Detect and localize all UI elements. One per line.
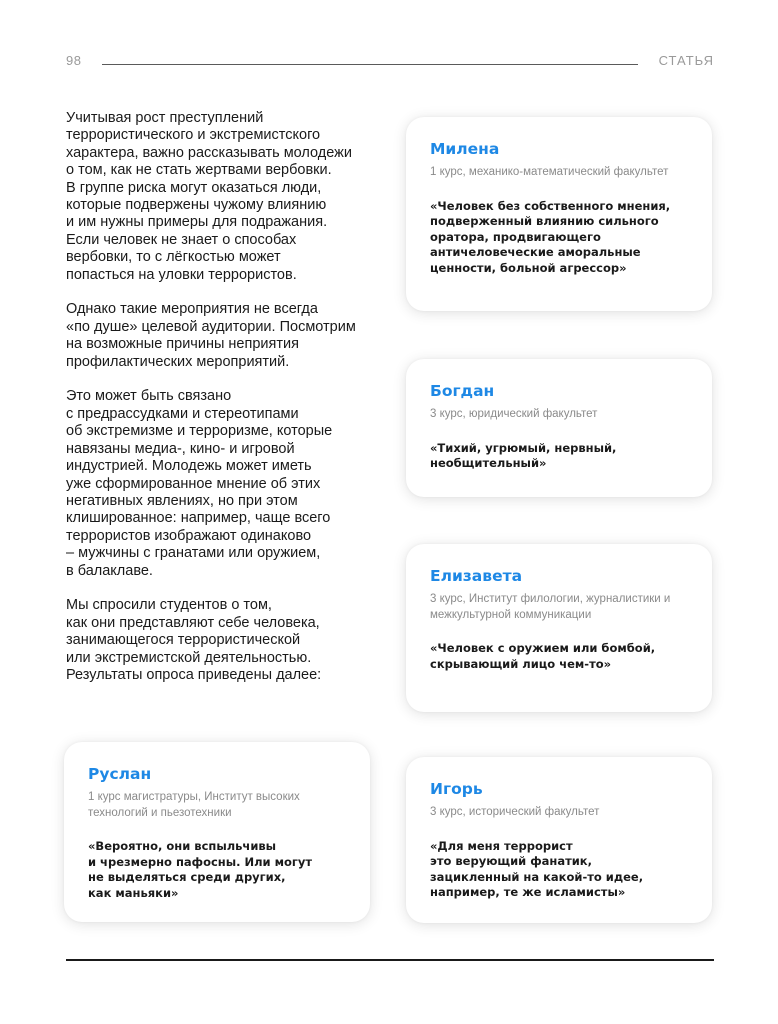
respondent-name: Милена <box>430 140 500 158</box>
respondent-quote: «Вероятно, они вспыльчивы и чрезмерно пафосны. Или могут не выделяться среди других, как маньяки» <box>88 839 313 900</box>
page-header <box>66 53 714 73</box>
respondent-info: 1 курс магистратуры, Институт высоких технологий и пьезотехники <box>88 791 300 819</box>
respondent-info: 3 курс, юридический факультет <box>430 408 598 420</box>
section-label: СТАТЬЯ <box>658 53 714 68</box>
respondent-quote: «Тихий, угрюмый, нервный, необщительный» <box>430 440 617 470</box>
page-number: 98 <box>66 53 82 68</box>
respondent-name: Елизавета <box>430 567 523 585</box>
respondent-name: Руслан <box>88 765 152 783</box>
respondent-info: 1 курс, механико-математический факультет <box>430 166 669 178</box>
respondent-info: 3 курс, Институт филологии, журналистики и межкультурной коммуникации <box>430 593 671 621</box>
quote-card-elizaveta <box>406 544 712 712</box>
respondent-quote: «Человек без собственного мнения, подверженный влиянию сильного оратора, продвигающего античеловеческие аморальные ценности, больной агрессор» <box>430 198 671 275</box>
article-paragraph: Учитывая рост преступлений террористического и экстремистского характера, важно рассказывать молодежи о том, как не стать жертвами вербовки. В группе риска могут оказаться люди, которые подвержены чужому влиянию и им нужны примеры для подражания. Если человек не знает о способах вербовки, то с лёгкостью может попасться на уловки террористов. <box>66 110 352 283</box>
respondent-quote: «Человек с оружием или бомбой, скрывающий лицо чем-то» <box>430 641 656 671</box>
quote-card-ruslan <box>64 742 370 922</box>
quote-card-igor <box>406 757 712 923</box>
respondent-info: 3 курс, исторический факультет <box>430 806 600 818</box>
respondent-name: Игорь <box>430 780 483 798</box>
article-body <box>66 110 386 702</box>
quote-card-milena <box>406 117 712 311</box>
respondent-quote: «Для меня террорист это верующий фанатик, зацикленный на какой-то идее, например, те же исламисты» <box>430 838 644 899</box>
article-paragraph: Это может быть связано с предрассудками и стереотипами об экстремизме и терроризме, которые навязаны медиа-, кино- и игровой индустрией. Молодежь может иметь уже сформированное мнение об этих негативных явлениях, но при этом клишированное: например, чаще всего террористов изображают одинаково – мужчины с гранатами или оружием, в балаклаве. <box>66 388 333 579</box>
article-paragraph: Однако такие мероприятия не всегда «по душе» целевой аудитории. Посмотрим на возможные причины неприятия профилактических мероприятий. <box>66 301 356 370</box>
header-divider <box>102 64 638 65</box>
respondent-name: Богдан <box>430 382 495 400</box>
footer-divider <box>66 959 714 961</box>
article-paragraph: Мы спросили студентов о том, как они представляют себе человека, занимающегося террористической или экстремистской деятельностью. Результаты опроса приведены далее: <box>66 597 322 683</box>
quote-card-bogdan <box>406 359 712 497</box>
